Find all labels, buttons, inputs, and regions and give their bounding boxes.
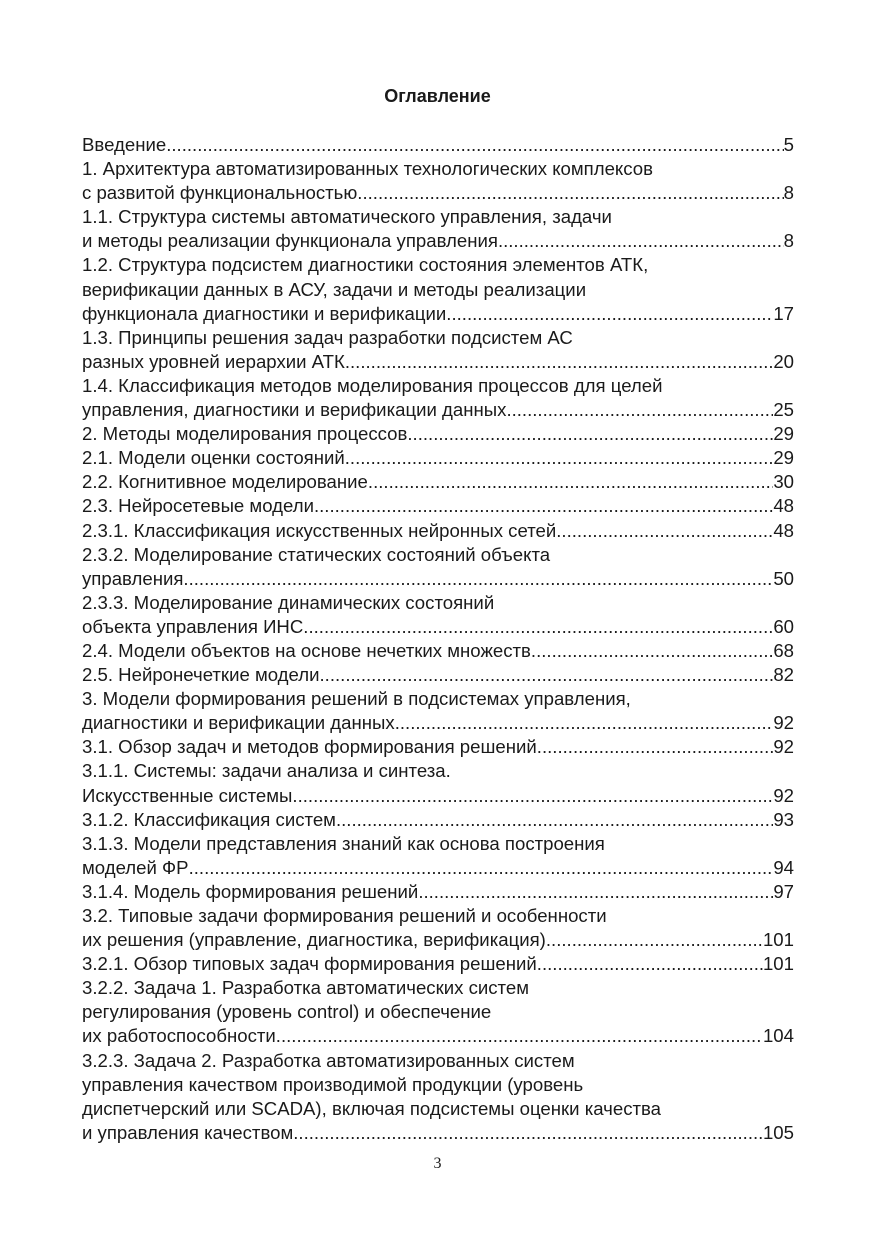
toc-entry-line: регулирования (уровень control) и обеспечение [82, 1001, 492, 1023]
toc-entry-last-line [82, 567, 794, 591]
toc-entry-last-line [82, 1121, 794, 1145]
toc-page-number: 101 [762, 929, 794, 951]
toc-page-number: 105 [762, 1121, 794, 1143]
toc-page-number: 104 [762, 1025, 794, 1047]
toc-page-number: 5 [783, 134, 794, 155]
toc-entry-last-line [82, 784, 794, 808]
toc-page-number: 48 [773, 519, 794, 541]
toc-entry[interactable] [82, 904, 794, 952]
dot-leader [498, 229, 784, 253]
dot-leader [303, 615, 773, 639]
toc-entry[interactable] [82, 205, 794, 253]
toc-entry-title: 2.3. Нейросетевые модели [82, 495, 314, 517]
toc-entry-line: 3.2.3. Задача 2. Разработка автоматизированных систем [82, 1049, 575, 1071]
toc-entry-last-line [82, 880, 794, 904]
dot-leader [345, 350, 773, 374]
toc-entry[interactable] [82, 519, 794, 543]
toc-entry-last-line [82, 302, 794, 326]
toc-entry[interactable] [82, 880, 794, 904]
toc-entry-last-line [82, 470, 794, 494]
toc-entry-title: 2.1. Модели оценки состояний [82, 447, 345, 469]
toc-entry-line: 3. Модели формирования решений в подсистемах управления, [82, 688, 631, 710]
dot-leader [345, 446, 774, 470]
dot-leader [407, 422, 773, 446]
dot-leader [368, 470, 773, 494]
toc-page-number: 50 [773, 567, 794, 589]
toc-page-number: 93 [773, 808, 794, 830]
toc-entry[interactable] [82, 253, 794, 325]
toc-entry[interactable] [82, 832, 794, 880]
dot-leader [314, 494, 773, 518]
toc-entry-line: 1.2. Структура подсистем диагностики состояния элементов АТК, [82, 254, 649, 276]
toc-page-number: 82 [773, 664, 794, 686]
dot-leader [292, 784, 773, 808]
dot-leader [357, 181, 783, 205]
toc-entry[interactable] [82, 808, 794, 832]
toc-entry-title: объекта управления ИНС [82, 615, 304, 637]
dot-leader [320, 663, 774, 687]
toc-entry-last-line [82, 422, 794, 446]
toc-entry[interactable] [82, 663, 794, 687]
toc-entry-title: 2. Методы моделирования процессов [82, 423, 408, 445]
dot-leader [556, 519, 773, 543]
toc-entry-line: 3.2.2. Задача 1. Разработка автоматических систем [82, 977, 529, 999]
toc-entry-title: их работоспособности [82, 1025, 276, 1047]
toc-page-number: 94 [773, 856, 794, 878]
toc-entry-title: с развитой функциональностью [82, 182, 358, 204]
toc-entry-line: 3.1.3. Модели представления знаний как основа построения [82, 832, 605, 854]
toc-page-number: 97 [773, 880, 794, 902]
toc-entry-last-line [82, 711, 794, 735]
toc-entry-last-line [82, 856, 794, 880]
toc-entry-line: 1.3. Принципы решения задач разработки подсистем АС [82, 326, 573, 348]
dot-leader [293, 1121, 763, 1145]
page-number: 3 [433, 1155, 442, 1172]
table-of-contents [82, 133, 794, 1145]
toc-entry-last-line [82, 615, 794, 639]
page-title: Оглавление [384, 86, 491, 106]
toc-entry-title: управления [82, 567, 184, 589]
toc-entry-title: диагностики и верификации данных [82, 712, 395, 734]
toc-entry-last-line [82, 663, 794, 687]
toc-entry-line: диспетчерский или SCADA), включая подсистемы оценки качества [82, 1097, 662, 1119]
toc-entry[interactable] [82, 1049, 794, 1145]
toc-entry-title: разных уровней иерархии АТК [82, 350, 345, 372]
toc-entry[interactable] [82, 687, 794, 735]
toc-entry-title: 2.2. Когнитивное моделирование [82, 471, 368, 493]
toc-page-number: 17 [773, 302, 794, 324]
toc-entry-line: управления качеством производимой продукции (уровень [82, 1073, 584, 1095]
toc-entry[interactable] [82, 157, 794, 205]
toc-entry-title: 3.1.4. Модель формирования решений [82, 880, 419, 902]
dot-leader [336, 808, 773, 832]
toc-page-number: 29 [773, 447, 794, 469]
toc-entry-title: 3.2.1. Обзор типовых задач формирования решений [82, 953, 537, 975]
toc-entry[interactable] [82, 326, 794, 374]
toc-entry-line: 3.2. Типовые задачи формирования решений и особенности [82, 905, 607, 926]
toc-page-number: 30 [773, 471, 794, 493]
toc-entry-last-line [82, 133, 794, 157]
toc-entry-last-line [82, 735, 794, 759]
toc-entry-title: управления, диагностики и верификации данных [82, 399, 507, 421]
toc-entry[interactable] [82, 543, 794, 591]
toc-entry-line: 3.1.1. Системы: задачи анализа и синтеза. [82, 760, 451, 782]
toc-entry[interactable] [82, 374, 794, 422]
toc-entry-title: 3.1.2. Классификация систем [82, 808, 336, 830]
dot-leader [537, 952, 763, 976]
toc-page-number: 20 [773, 350, 794, 372]
toc-page-number: 92 [773, 736, 794, 758]
toc-entry-last-line [82, 952, 794, 976]
toc-entry[interactable] [82, 952, 794, 976]
toc-entry-last-line [82, 519, 794, 543]
toc-entry-title: 3.1. Обзор задач и методов формирования решений [82, 736, 537, 758]
toc-entry[interactable] [82, 422, 794, 446]
dot-leader [166, 133, 783, 157]
toc-entry-last-line [82, 928, 794, 952]
dot-leader [537, 735, 774, 759]
toc-entry-title: их решения (управление, диагностика, верификация) [82, 929, 546, 951]
dot-leader [531, 639, 773, 663]
toc-entry-title: 2.3.1. Классификация искусственных нейронных сетей [82, 519, 557, 541]
toc-entry-title: и методы реализации функционала управления [82, 230, 498, 252]
toc-entry-last-line [82, 639, 794, 663]
toc-page-number: 101 [762, 953, 794, 975]
toc-entry-last-line [82, 1024, 794, 1048]
toc-entry-line: 1.1. Структура системы автоматического управления, задачи [82, 206, 612, 228]
toc-page-number: 29 [773, 423, 794, 445]
toc-entry[interactable] [82, 494, 794, 518]
toc-page-number: 48 [773, 495, 794, 517]
toc-page-number: 25 [773, 399, 794, 421]
toc-entry[interactable] [82, 446, 794, 470]
toc-entry[interactable] [82, 976, 794, 1048]
toc-entry-title: и управления качеством [82, 1121, 294, 1143]
toc-entry-last-line [82, 808, 794, 832]
toc-entry[interactable] [82, 591, 794, 639]
toc-entry-title: Введение [82, 134, 167, 155]
toc-page-number: 92 [773, 712, 794, 734]
toc-entry-title: 2.4. Модели объектов на основе нечетких множеств [82, 639, 531, 661]
toc-entry-title: Искусственные системы [82, 784, 293, 806]
toc-entry-title: 2.5. Нейронечеткие модели [82, 664, 320, 686]
dot-leader [506, 398, 773, 422]
toc-entry[interactable] [82, 133, 794, 157]
toc-entry-line: верификации данных в АСУ, задачи и методы реализации [82, 278, 587, 300]
toc-entry-line: 2.3.2. Моделирование статических состояний объекта [82, 543, 551, 565]
toc-entry-line: 1.4. Классификация методов моделирования процессов для целей [82, 374, 663, 396]
dot-leader [189, 856, 774, 880]
toc-entry-last-line [82, 181, 794, 205]
dot-leader [418, 880, 773, 904]
dot-leader [546, 928, 763, 952]
toc-entry-title: функционала диагностики и верификации [82, 302, 447, 324]
toc-entry-line: 2.3.3. Моделирование динамических состояний [82, 591, 495, 613]
toc-entry-last-line [82, 350, 794, 374]
toc-entry[interactable] [82, 470, 794, 494]
dot-leader [446, 302, 773, 326]
toc-entry-last-line [82, 398, 794, 422]
toc-page-number: 68 [773, 639, 794, 661]
toc-entry-last-line [82, 446, 794, 470]
toc-entry[interactable] [82, 735, 794, 759]
toc-page-number: 8 [783, 230, 794, 252]
toc-entry-line: 1. Архитектура автоматизированных технологических комплексов [82, 158, 653, 180]
toc-entry[interactable] [82, 639, 794, 663]
dot-leader [183, 567, 773, 591]
toc-entry-title: моделей ФР [82, 856, 189, 878]
dot-leader [395, 711, 774, 735]
toc-entry-last-line [82, 494, 794, 518]
toc-entry[interactable] [82, 759, 794, 807]
toc-page-number: 8 [783, 182, 794, 204]
toc-entry-last-line [82, 229, 794, 253]
dot-leader [276, 1024, 763, 1048]
toc-page-number: 92 [773, 784, 794, 806]
toc-page-number: 60 [773, 615, 794, 637]
